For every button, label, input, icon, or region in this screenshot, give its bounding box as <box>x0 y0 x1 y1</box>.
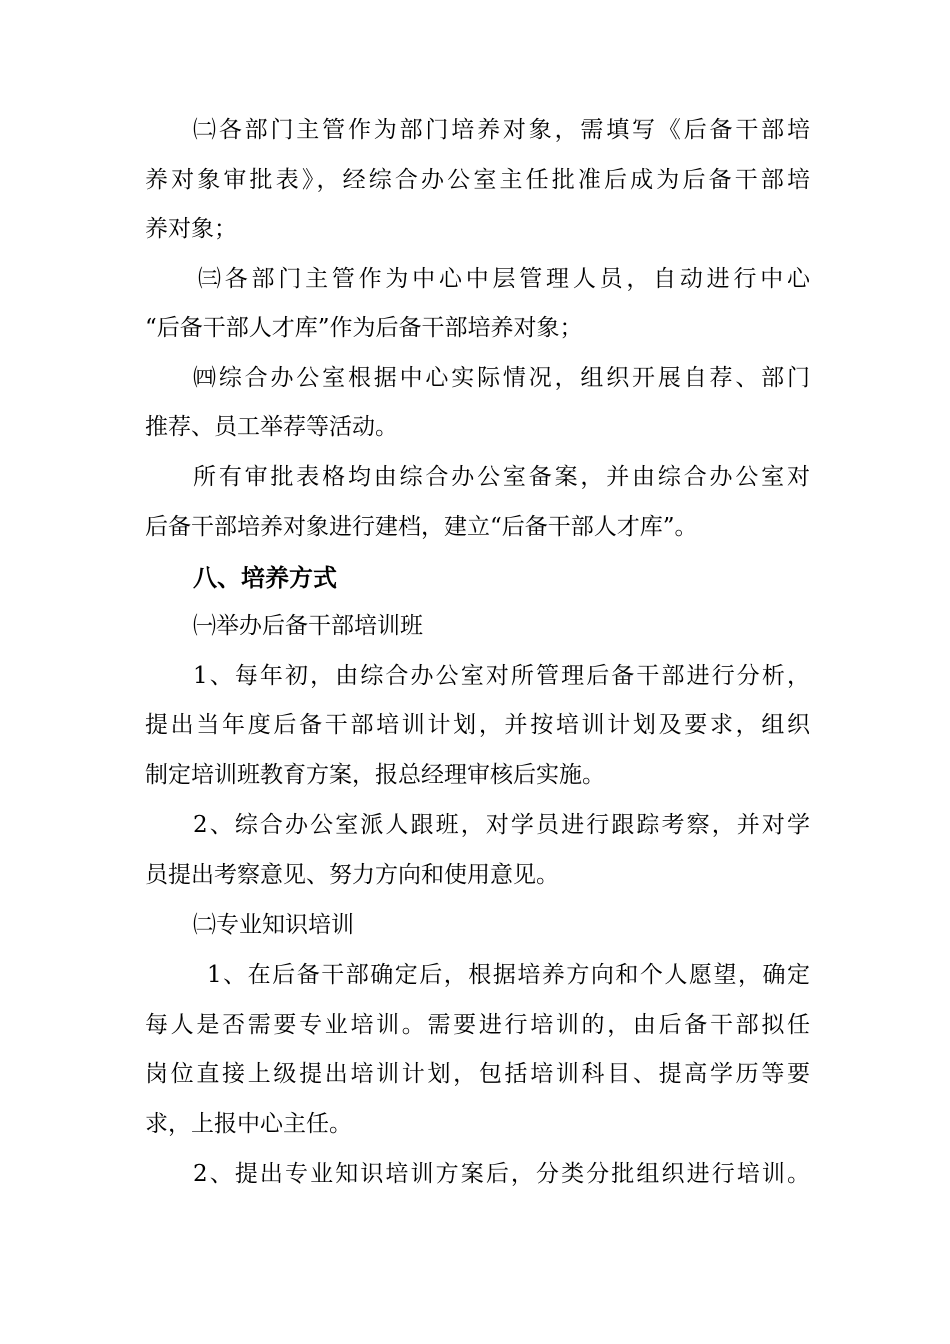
text-line: 制定培训班教育方案，报总经理审核后实施。 <box>145 762 605 788</box>
text-line: ㈢各部门主管作为中心中层管理人员，自动进行中心 <box>198 266 810 292</box>
text-line: ㈣综合办公室根据中心实际情况，组织开展自荐、部门 <box>193 365 810 391</box>
text-line: 员提出考察意见、努力方向和使用意见。 <box>145 862 559 888</box>
text-line: “后备干部人才库”作为后备干部培养对象； <box>145 315 583 341</box>
text-line: 1、每年初，由综合办公室对所管理后备干部进行分析， <box>193 663 810 689</box>
text-line: 养对象审批表》，经综合办公室主任批准后成为后备干部培 <box>145 167 810 193</box>
text-line: 每人是否需要专业培训。需要进行培训的，由后备干部拟任 <box>145 1012 810 1038</box>
text-line: 所有审批表格均由综合办公室备案，并由综合办公室对 <box>193 464 810 490</box>
text-line: 后备干部培养对象进行建档，建立“后备干部人才库”。 <box>145 514 698 540</box>
text-line: 岗位直接上级提出培训计划，包括培训科目、提高学历等要 <box>145 1061 810 1087</box>
text-line: 2、提出专业知识培训方案后，分类分批组织进行培训。 <box>193 1161 810 1187</box>
text-line: ㈡专业知识培训 <box>193 912 354 938</box>
text-line: 推荐、员工举荐等活动。 <box>145 414 398 440</box>
text-line: ㈡各部门主管作为部门培养对象，需填写《后备干部培 <box>193 117 810 143</box>
text-line: 提出当年度后备干部培训计划，并按培训计划及要求，组织 <box>145 712 810 738</box>
section-heading: 八、培养方式 <box>193 563 337 592</box>
text-line: 求，上报中心主任。 <box>145 1111 352 1137</box>
text-line: ㈠举办后备干部培训班 <box>193 613 423 639</box>
text-line: 2、综合办公室派人跟班，对学员进行跟踪考察，并对学 <box>193 812 810 838</box>
text-line: 养对象； <box>145 216 237 242</box>
text-line: 1、在后备干部确定后，根据培养方向和个人愿望，确定 <box>207 962 810 988</box>
